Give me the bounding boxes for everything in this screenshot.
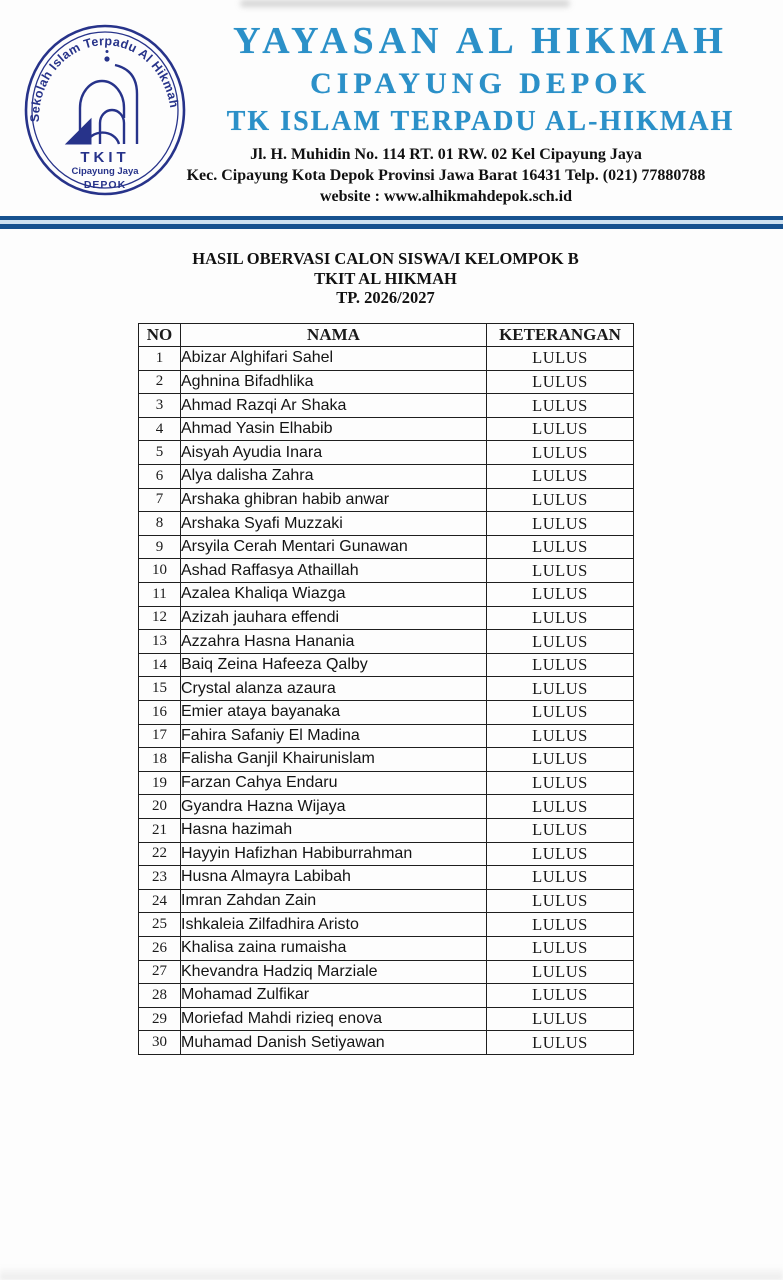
- cell-keterangan: LULUS: [487, 441, 634, 465]
- cell-no: 1: [139, 347, 181, 371]
- header-nama: NAMA: [181, 323, 487, 347]
- cell-nama: Ishkaleia Zilfadhira Aristo: [181, 913, 487, 937]
- cell-no: 28: [139, 984, 181, 1008]
- cell-no: 13: [139, 630, 181, 654]
- document-title-line-3: TP. 2026/2027: [336, 288, 435, 307]
- cell-keterangan: LULUS: [487, 417, 634, 441]
- cell-nama: Mohamad Zulfikar: [181, 984, 487, 1008]
- cell-nama: Azalea Khaliqa Wiazga: [181, 583, 487, 607]
- table-row: [139, 630, 634, 654]
- cell-keterangan: LULUS: [487, 771, 634, 795]
- cell-nama: Abizar Alghifari Sahel: [181, 347, 487, 371]
- cell-no: 12: [139, 606, 181, 630]
- table-row: [139, 724, 634, 748]
- scan-artifact-bottom: [0, 1266, 783, 1280]
- cell-no: 21: [139, 818, 181, 842]
- cell-nama: Aghnina Bifadhlika: [181, 370, 487, 394]
- table-row: [139, 889, 634, 913]
- cell-nama: Azzahra Hasna Hanania: [181, 630, 487, 654]
- cell-keterangan: LULUS: [487, 913, 634, 937]
- logo-arc-text: Sekolah Islam Terpadu Al Hikmah: [27, 34, 182, 123]
- cell-nama: Aisyah Ayudia Inara: [181, 441, 487, 465]
- cell-keterangan: LULUS: [487, 748, 634, 772]
- document-title-line-2: TKIT AL HIKMAH: [314, 268, 457, 288]
- table-row: [139, 606, 634, 630]
- table-row: [139, 512, 634, 536]
- document-title: [138, 249, 633, 308]
- cell-no: 11: [139, 583, 181, 607]
- cell-no: 27: [139, 960, 181, 984]
- cell-no: 20: [139, 795, 181, 819]
- foundation-name: YAYASAN AL HIKMAH: [233, 20, 728, 62]
- double-rule-separator: [0, 216, 783, 229]
- cell-no: 22: [139, 842, 181, 866]
- logo-city: DEPOK: [83, 179, 127, 191]
- cell-keterangan: LULUS: [487, 866, 634, 890]
- address-line-2: Kec. Cipayung Kota Depok Provinsi Jawa Barat 16431 Telp. (021) 77880788: [186, 167, 706, 184]
- logo-acronym: TKIT: [80, 149, 130, 166]
- cell-nama: Husna Almayra Labibah: [181, 866, 487, 890]
- cell-keterangan: LULUS: [487, 795, 634, 819]
- cell-nama: Baiq Zeina Hafeeza Qalby: [181, 653, 487, 677]
- cell-nama: Ahmad Yasin Elhabib: [181, 417, 487, 441]
- table-row: [139, 677, 634, 701]
- cell-keterangan: LULUS: [487, 394, 634, 418]
- cell-no: 9: [139, 535, 181, 559]
- school-name: TK ISLAM TERPADU AL-HIKMAH: [226, 106, 735, 137]
- table-row: [139, 701, 634, 725]
- table-row: [139, 818, 634, 842]
- cell-keterangan: LULUS: [487, 347, 634, 371]
- cell-keterangan: LULUS: [487, 818, 634, 842]
- cell-nama: Ashad Raffasya Athaillah: [181, 559, 487, 583]
- cell-nama: Hayyin Hafizhan Habiburrahman: [181, 842, 487, 866]
- letterhead-address: [109, 144, 783, 207]
- cell-keterangan: LULUS: [487, 936, 634, 960]
- table-row: [139, 535, 634, 559]
- cell-keterangan: LULUS: [487, 724, 634, 748]
- cell-keterangan: LULUS: [487, 512, 634, 536]
- cell-no: 19: [139, 771, 181, 795]
- table-row: [139, 370, 634, 394]
- cell-no: 10: [139, 559, 181, 583]
- header-keterangan: KETERANGAN: [487, 323, 634, 347]
- table-row: [139, 866, 634, 890]
- cell-keterangan: LULUS: [487, 630, 634, 654]
- table-row: [139, 771, 634, 795]
- cell-nama: Khevandra Hadziq Marziale: [181, 960, 487, 984]
- cell-nama: Azizah jauhara effendi: [181, 606, 487, 630]
- table-row: [139, 1007, 634, 1031]
- cell-no: 2: [139, 370, 181, 394]
- cell-no: 30: [139, 1031, 181, 1055]
- table-row: [139, 417, 634, 441]
- document-title-line-1: HASIL OBERVASI CALON SISWA/I KELOMPOK B: [192, 249, 579, 268]
- cell-nama: Imran Zahdan Zain: [181, 889, 487, 913]
- results-table-body: [139, 347, 634, 1055]
- cell-nama: Alya dalisha Zahra: [181, 465, 487, 489]
- cell-nama: Crystal alanza azaura: [181, 677, 487, 701]
- cell-no: 25: [139, 913, 181, 937]
- cell-no: 15: [139, 677, 181, 701]
- table-row: [139, 559, 634, 583]
- cell-no: 16: [139, 701, 181, 725]
- cell-nama: Fahira Safaniy El Madina: [181, 724, 487, 748]
- cell-keterangan: LULUS: [487, 488, 634, 512]
- cell-keterangan: LULUS: [487, 606, 634, 630]
- cell-no: 5: [139, 441, 181, 465]
- cell-no: 29: [139, 1007, 181, 1031]
- cell-no: 18: [139, 748, 181, 772]
- table-row: [139, 394, 634, 418]
- cell-no: 23: [139, 866, 181, 890]
- cell-no: 17: [139, 724, 181, 748]
- cell-no: 26: [139, 936, 181, 960]
- cell-no: 14: [139, 653, 181, 677]
- mosque-icon: [66, 50, 137, 144]
- header-no: NO: [139, 323, 181, 347]
- table-row: [139, 465, 634, 489]
- cell-no: 3: [139, 394, 181, 418]
- cell-nama: Hasna hazimah: [181, 818, 487, 842]
- cell-nama: Arsyila Cerah Mentari Gunawan: [181, 535, 487, 559]
- table-row: [139, 842, 634, 866]
- cell-no: 24: [139, 889, 181, 913]
- table-row: [139, 960, 634, 984]
- table-row: [139, 936, 634, 960]
- cell-no: 6: [139, 465, 181, 489]
- cell-no: 7: [139, 488, 181, 512]
- table-row: [139, 984, 634, 1008]
- cell-no: 8: [139, 512, 181, 536]
- results-table: [138, 323, 634, 1055]
- table-row: [139, 1031, 634, 1055]
- cell-keterangan: LULUS: [487, 370, 634, 394]
- cell-keterangan: LULUS: [487, 559, 634, 583]
- cell-keterangan: LULUS: [487, 842, 634, 866]
- cell-keterangan: LULUS: [487, 677, 634, 701]
- cell-nama: Gyandra Hazna Wijaya: [181, 795, 487, 819]
- cell-keterangan: LULUS: [487, 465, 634, 489]
- cell-keterangan: LULUS: [487, 653, 634, 677]
- table-row: [139, 441, 634, 465]
- cell-keterangan: LULUS: [487, 889, 634, 913]
- cell-keterangan: LULUS: [487, 1031, 634, 1055]
- cell-nama: Arshaka ghibran habib anwar: [181, 488, 487, 512]
- cell-keterangan: LULUS: [487, 984, 634, 1008]
- address-line-3: website : www.alhikmahdepok.sch.id: [319, 188, 573, 205]
- cell-no: 4: [139, 417, 181, 441]
- letterhead-titles: [178, 22, 783, 136]
- cell-keterangan: LULUS: [487, 960, 634, 984]
- school-logo: [20, 22, 190, 197]
- logo-subtitle: Cipayung Jaya: [71, 166, 139, 177]
- table-row: [139, 653, 634, 677]
- letterhead: [0, 0, 783, 229]
- cell-nama: Khalisa zaina rumaisha: [181, 936, 487, 960]
- table-header-row: [139, 323, 634, 347]
- cell-keterangan: LULUS: [487, 701, 634, 725]
- table-row: [139, 913, 634, 937]
- cell-nama: Farzan Cahya Endaru: [181, 771, 487, 795]
- table-row: [139, 347, 634, 371]
- foundation-city: CIPAYUNG DEPOK: [310, 67, 651, 100]
- cell-keterangan: LULUS: [487, 535, 634, 559]
- table-row: [139, 795, 634, 819]
- cell-keterangan: LULUS: [487, 583, 634, 607]
- cell-nama: Muhamad Danish Setiyawan: [181, 1031, 487, 1055]
- cell-nama: Moriefad Mahdi rizieq enova: [181, 1007, 487, 1031]
- cell-nama: Arshaka Syafi Muzzaki: [181, 512, 487, 536]
- table-row: [139, 488, 634, 512]
- cell-nama: Ahmad Razqi Ar Shaka: [181, 394, 487, 418]
- cell-nama: Falisha Ganjil Khairunislam: [181, 748, 487, 772]
- address-line-1: Jl. H. Muhidin No. 114 RT. 01 RW. 02 Kel Cipayung Jaya: [250, 146, 642, 163]
- cell-nama: Emier ataya bayanaka: [181, 701, 487, 725]
- cell-keterangan: LULUS: [487, 1007, 634, 1031]
- table-row: [139, 748, 634, 772]
- table-row: [139, 583, 634, 607]
